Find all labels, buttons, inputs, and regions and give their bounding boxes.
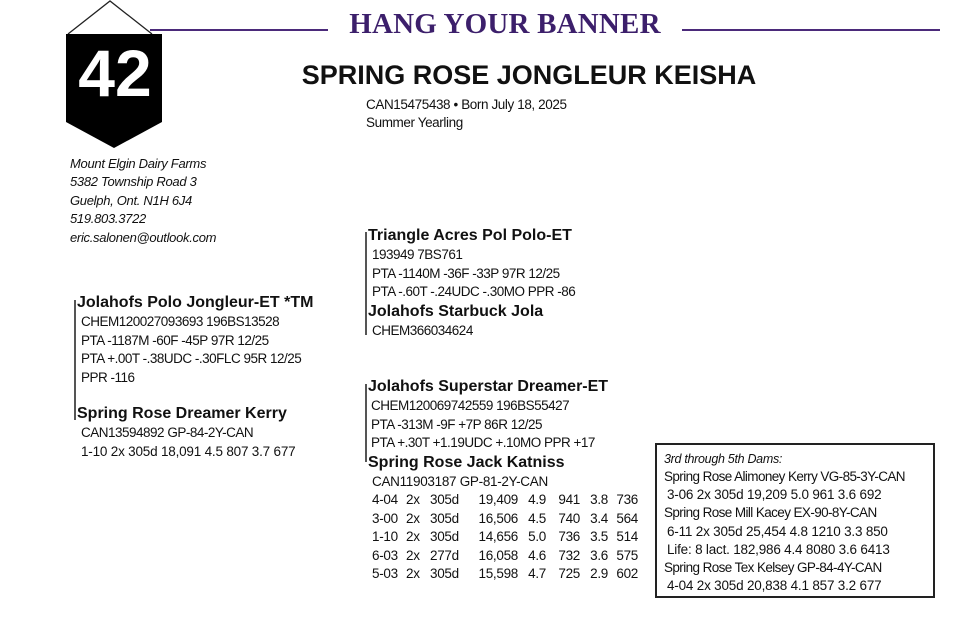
record-cell: 15,598 xyxy=(478,566,518,581)
sire-line: CHEM120027093693 196BS13528 xyxy=(81,314,280,329)
header-rule-left xyxy=(150,29,328,31)
lot-number: 42 xyxy=(78,36,152,110)
record-cell: 4.7 xyxy=(528,566,546,581)
record-cell: 564 xyxy=(616,510,638,526)
dam-sire-name: Jolahofs Superstar Dreamer-ET xyxy=(368,378,609,395)
record-cell: 277d xyxy=(430,547,459,563)
record-cell: 732 xyxy=(558,547,580,563)
record-cell: 19,409 xyxy=(478,492,518,507)
record-cell: 736 xyxy=(558,529,580,544)
consignor-phone: 519.803.3722 xyxy=(70,211,146,227)
dam-line: CAN13594892 GP-84-2Y-CAN xyxy=(81,425,254,440)
record-cell: 2x xyxy=(406,566,420,581)
pedigree-bracket-dam-side xyxy=(365,384,367,462)
dam3-record: 3-06 2x 305d 19,209 5.0 961 3.6 692 xyxy=(667,487,882,503)
record-cell: 305d xyxy=(430,492,459,507)
record-row xyxy=(372,565,638,584)
record-cell: 4-04 xyxy=(372,492,398,507)
record-cell: 16,058 xyxy=(478,547,518,563)
record-cell: 602 xyxy=(616,566,638,581)
sire-sire-name: Triangle Acres Pol Polo-ET xyxy=(368,227,572,244)
record-cell: 305d xyxy=(430,529,459,544)
pedigree-bracket-sire xyxy=(74,300,76,420)
animal-meta xyxy=(366,96,567,132)
sire-block xyxy=(77,293,313,387)
record-cell: 2x xyxy=(406,492,420,507)
dam-dam-name: Spring Rose Jack Katniss xyxy=(368,453,565,471)
sire-line: PPR -116 xyxy=(81,369,135,385)
record-cell: 575 xyxy=(616,547,638,563)
sire-dam-name: Jolahofs Starbuck Jola xyxy=(368,302,544,320)
record-cell: 305d xyxy=(430,566,459,581)
dam5-record: 4-04 2x 305d 20,838 4.1 857 3.2 677 xyxy=(667,578,882,594)
record-cell: 16,506 xyxy=(478,510,518,526)
dam-dam-id: CAN11903187 GP-81-2Y-CAN xyxy=(372,473,548,489)
dam-block xyxy=(77,404,295,461)
dam5-name: Spring Rose Tex Kelsey GP-84-4Y-CAN xyxy=(664,560,882,576)
record-cell: 514 xyxy=(616,529,638,544)
record-cell: 725 xyxy=(558,566,580,581)
sire-sire-block xyxy=(368,226,575,340)
record-cell: 4.9 xyxy=(528,492,546,507)
record-cell: 2x xyxy=(406,510,420,526)
animal-registration-birth: CAN15475438 • Born July 18, 2025 xyxy=(366,97,567,112)
record-cell: 5.0 xyxy=(528,529,546,544)
record-cell: 3.6 xyxy=(590,547,608,563)
sire-name: Jolahofs Polo Jongleur-ET *TM xyxy=(77,294,314,311)
record-cell: 3.8 xyxy=(590,492,608,507)
dam-dam-records xyxy=(372,491,638,584)
animal-name: SPRING ROSE JONGLEUR KEISHA xyxy=(301,60,757,90)
dam-sire-line: PTA +.30T +1.19UDC +.10MO PPR +17 xyxy=(371,435,595,450)
dam-sire-line: PTA -313M -9F +7P 86R 12/25 xyxy=(371,416,542,432)
record-cell: 14,656 xyxy=(478,529,518,544)
consignor-email: eric.salonen@outlook.com xyxy=(70,229,217,245)
record-cell: 736 xyxy=(616,492,638,507)
dam-sire-line: CHEM120069742559 196BS55427 xyxy=(371,398,570,413)
sire-line: PTA -1187M -60F -45P 97R 12/25 xyxy=(81,332,269,348)
consignor-address2: Guelph, Ont. N1H 6J4 xyxy=(70,192,192,208)
consignor-contact xyxy=(70,155,216,247)
record-cell: 305d xyxy=(430,510,459,526)
record-cell: 5-03 xyxy=(372,566,398,581)
record-row xyxy=(372,547,638,566)
sire-sire-line: PTA -1140M -36F -33P 97R 12/25 xyxy=(372,265,560,281)
dam4-name: Spring Rose Mill Kacey EX-90-8Y-CAN xyxy=(664,505,877,521)
record-row xyxy=(372,528,638,547)
dam3-name: Spring Rose Alimoney Kerry VG-85-3Y-CAN xyxy=(664,469,905,484)
record-cell: 3.4 xyxy=(590,510,608,526)
dam4-record: 6-11 2x 305d 25,454 4.8 1210 3.3 850 xyxy=(667,523,888,539)
animal-class: Summer Yearling xyxy=(366,115,463,130)
record-cell: 3.5 xyxy=(590,529,608,544)
record-cell: 6-03 xyxy=(372,547,398,563)
sire-sire-line: PTA -.60T -.24UDC -.30MO PPR -86 xyxy=(372,284,576,299)
page-header-title: HANG YOUR BANNER xyxy=(349,8,661,40)
dam4-lifetime: Life: 8 lact. 182,986 4.4 8080 3.6 6413 xyxy=(667,541,890,557)
record-row xyxy=(372,510,638,529)
record-cell: 2.9 xyxy=(590,566,608,581)
sire-dam-line: CHEM366034624 xyxy=(372,322,473,338)
record-cell: 740 xyxy=(558,510,580,526)
sire-line: PTA +.00T -.38UDC -.30FLC 95R 12/25 xyxy=(81,351,302,366)
header-rule-right xyxy=(682,29,940,31)
record-cell: 3-00 xyxy=(372,510,398,526)
record-cell: 2x xyxy=(406,547,420,563)
consignor-address1: 5382 Township Road 3 xyxy=(70,174,197,190)
record-cell: 2x xyxy=(406,529,420,544)
pedigree-bracket-sire-side xyxy=(365,232,367,335)
extended-dams-box xyxy=(655,443,935,598)
dam-name: Spring Rose Dreamer Kerry xyxy=(77,405,287,422)
record-cell: 941 xyxy=(558,492,580,507)
dam-line: 1-10 2x 305d 18,091 4.5 807 3.7 677 xyxy=(81,443,296,459)
record-row xyxy=(372,491,638,510)
record-cell: 4.6 xyxy=(528,547,546,563)
dams-box-title: 3rd through 5th Dams: xyxy=(664,452,783,466)
sire-sire-line: 193949 7BS761 xyxy=(372,247,463,262)
record-cell: 4.5 xyxy=(528,510,546,526)
consignor-farm: Mount Elgin Dairy Farms xyxy=(70,156,207,171)
record-cell: 1-10 xyxy=(372,529,398,544)
dam-sire-block xyxy=(368,377,638,584)
